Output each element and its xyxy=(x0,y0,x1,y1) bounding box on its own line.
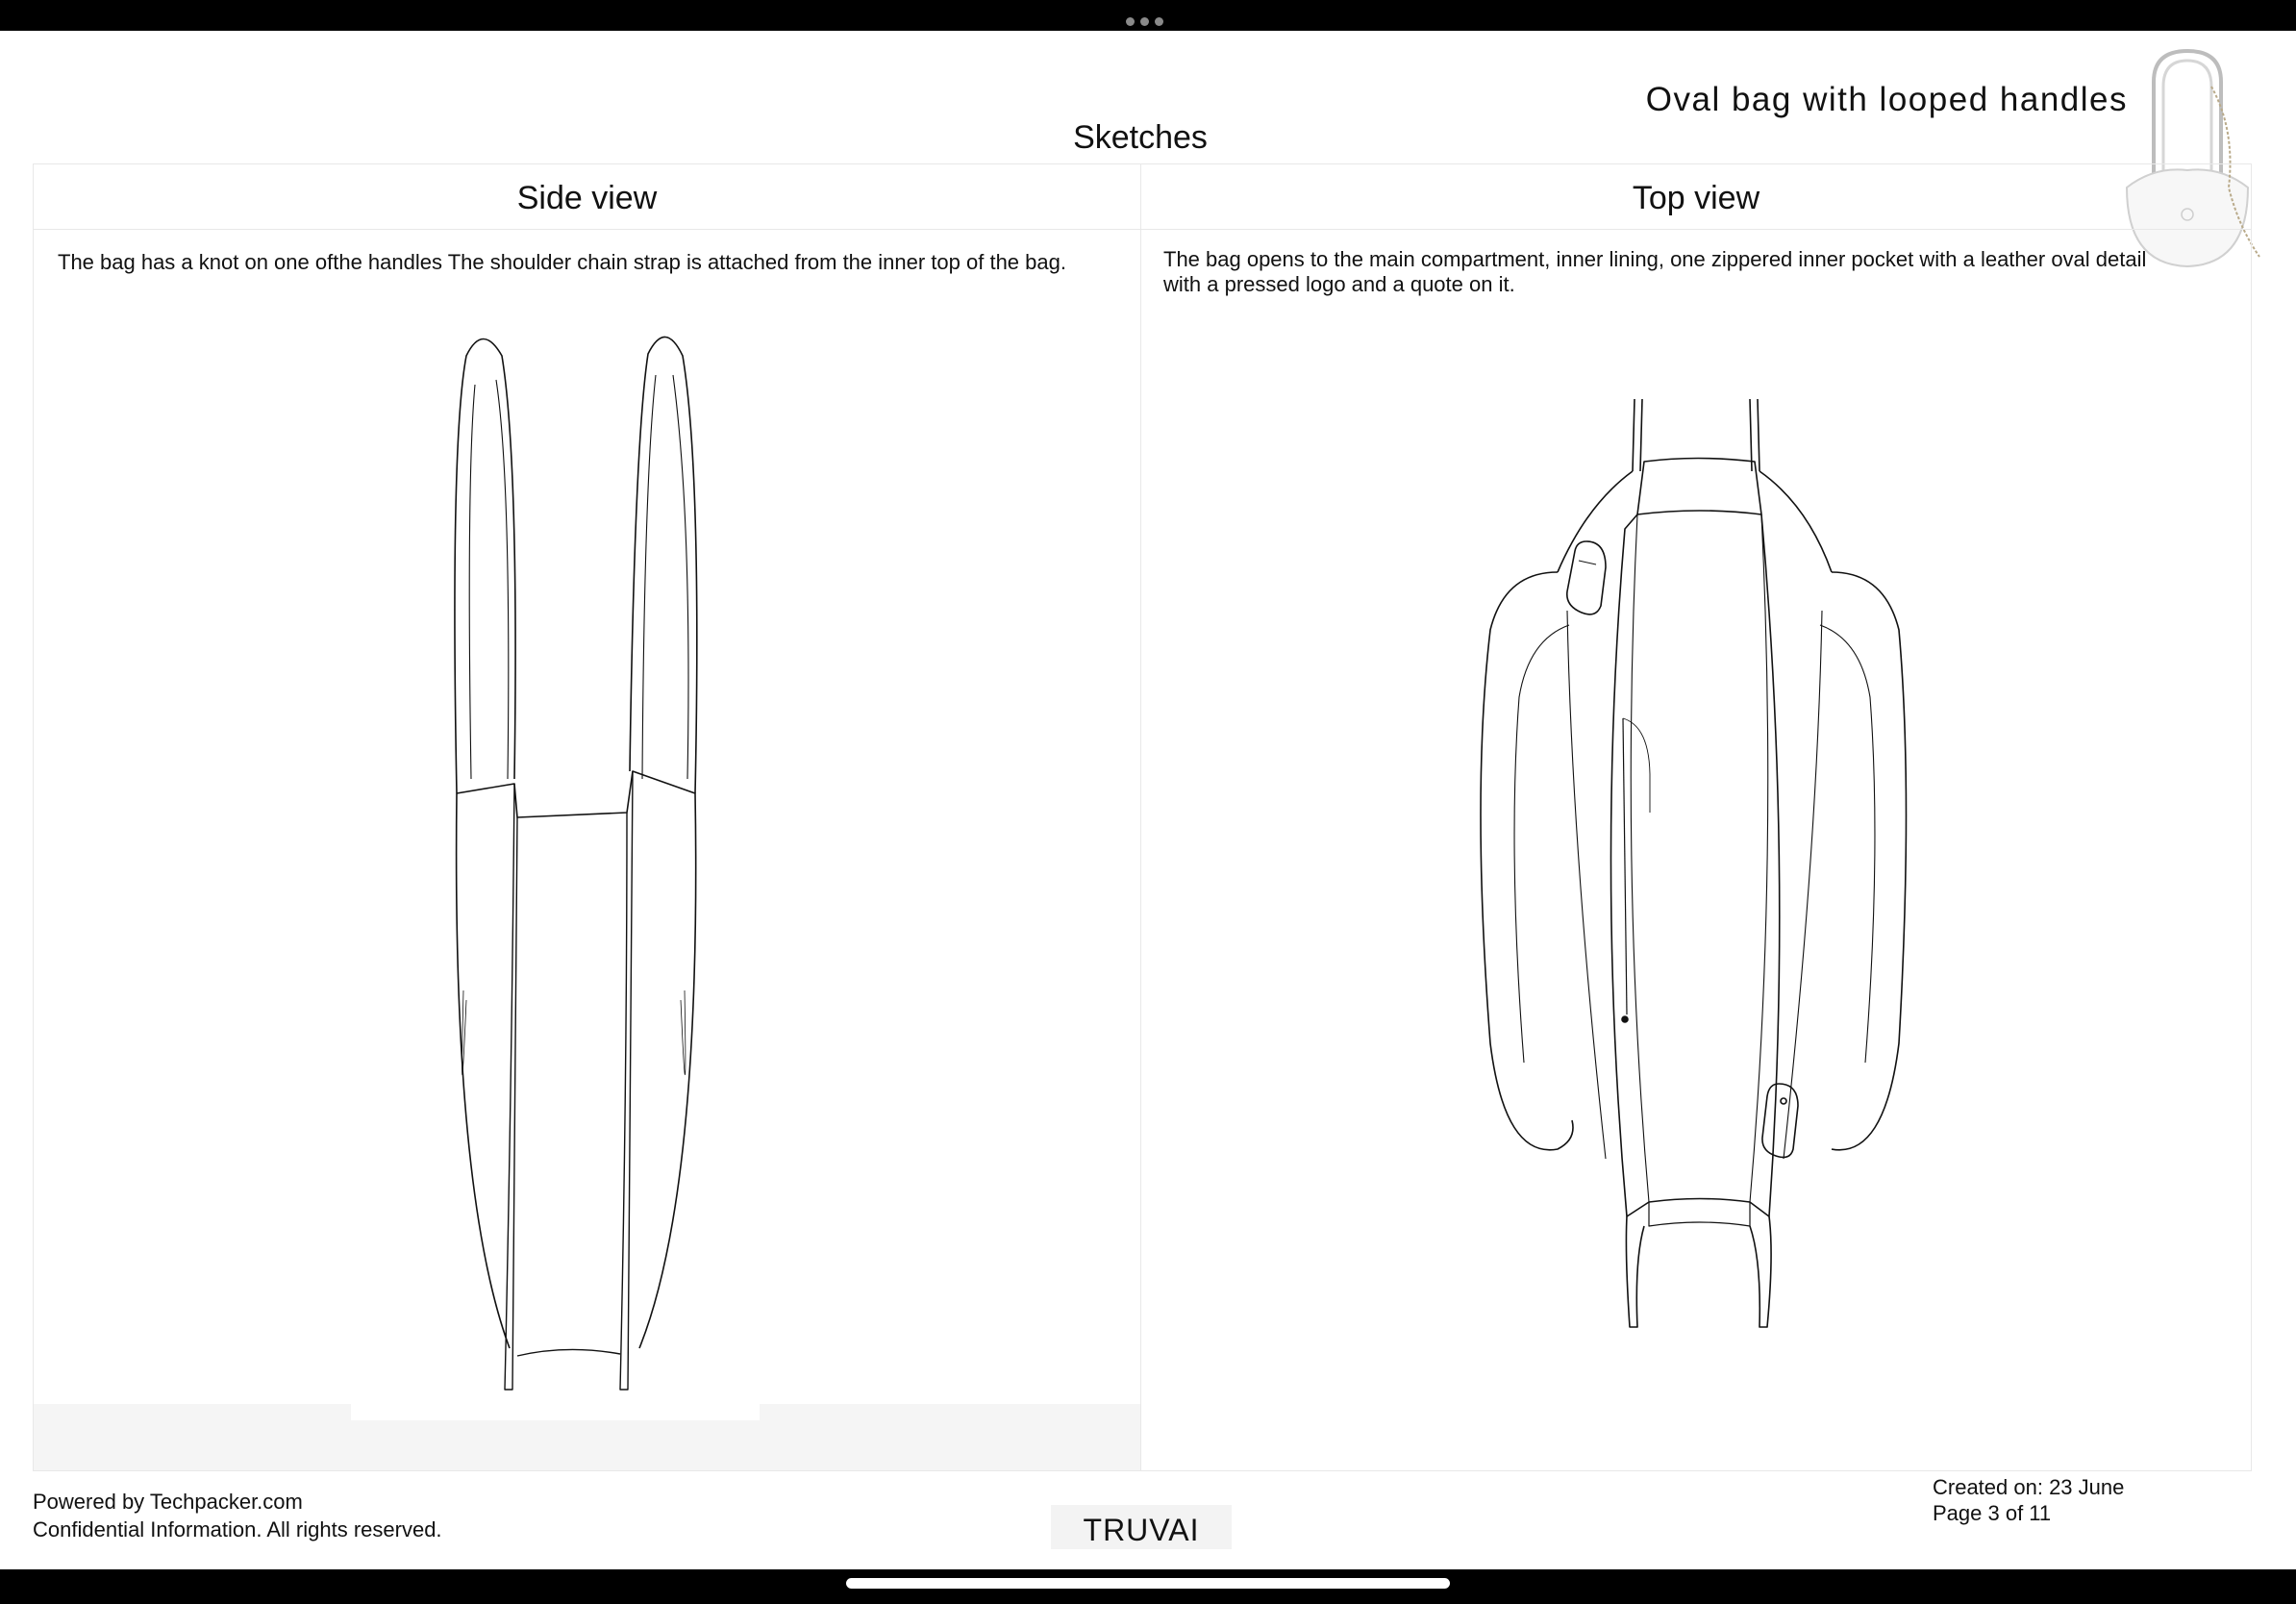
sketch-panel xyxy=(33,163,2252,1471)
side-view-heading: Side view xyxy=(516,180,658,216)
side-view-sketch xyxy=(413,327,731,1404)
footer-left xyxy=(33,1488,442,1543)
side-view-description: The bag has a knot on one ofthe handles The shoulder chain strap is attached from the inner top of the bag. xyxy=(58,250,1066,274)
document-title: Oval bag with looped handles xyxy=(1645,81,2128,118)
footer-right xyxy=(1933,1474,2134,1526)
top-view-heading: Top view xyxy=(1632,180,1760,216)
white-box xyxy=(351,1404,760,1420)
brand-label: TRUVAI xyxy=(1051,1505,1232,1549)
top-view-sketch xyxy=(1461,389,1913,1337)
header-divider xyxy=(34,229,2251,230)
section-title: Sketches xyxy=(1073,119,1208,156)
powered-by: Powered by Techpacker.com xyxy=(33,1490,303,1514)
top-view-description: The bag opens to the main compartment, inner lining, one zippered inner pocket with a leather oval detail with a pressed logo and a quote on it. xyxy=(1163,247,2147,296)
page-number: Page 3 of 11 xyxy=(1933,1501,2052,1525)
multitasking-dots-icon[interactable] xyxy=(1126,17,1163,26)
created-date: Created on: 23 June xyxy=(1933,1475,2125,1499)
status-bar xyxy=(0,0,2296,31)
confidential-notice: Confidential Information. All rights reserved. xyxy=(33,1517,442,1541)
column-divider xyxy=(1140,164,1141,1470)
home-indicator[interactable] xyxy=(846,1578,1450,1589)
